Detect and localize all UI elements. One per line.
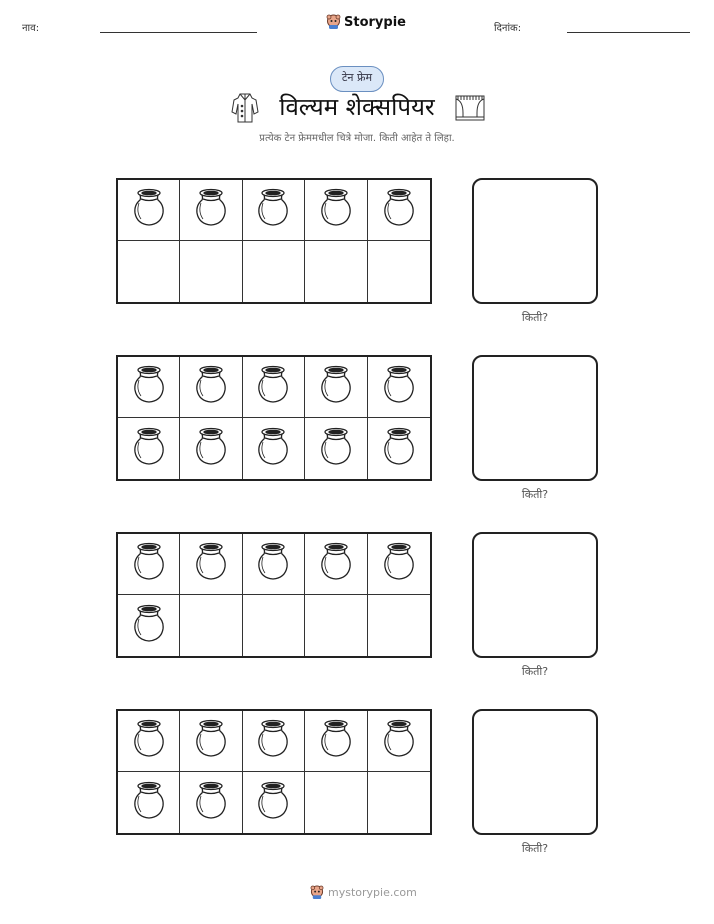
pot-icon — [319, 188, 353, 232]
frame-cell — [305, 772, 367, 833]
frame-cell — [180, 241, 242, 302]
pot-icon — [319, 719, 353, 763]
frame-cell — [243, 180, 305, 241]
brand-name: Storypie — [344, 14, 406, 30]
frame-cell — [305, 357, 367, 418]
frame-cell — [368, 180, 430, 241]
frame-cell — [180, 711, 242, 772]
pot-icon — [194, 427, 228, 471]
pot-icon — [132, 188, 166, 232]
answer-box[interactable] — [472, 178, 598, 304]
frame-cell — [243, 241, 305, 302]
frame-cell — [180, 418, 242, 479]
pot-icon — [382, 719, 416, 763]
frame-cell — [368, 241, 430, 302]
name-line[interactable] — [100, 32, 257, 33]
pot-icon — [132, 365, 166, 409]
frame-cell — [180, 772, 242, 833]
brand-logo — [326, 14, 406, 30]
frame-cell — [243, 711, 305, 772]
storypie-mascot-icon — [326, 14, 341, 30]
frame-cell — [305, 711, 367, 772]
pot-icon — [194, 365, 228, 409]
frame-cell — [243, 357, 305, 418]
frame-cell — [118, 595, 180, 656]
answer-box[interactable] — [472, 355, 598, 481]
pot-icon — [256, 781, 290, 825]
pot-icon — [132, 719, 166, 763]
frame-cell — [368, 711, 430, 772]
frame-cell — [368, 418, 430, 479]
frame-cell — [118, 772, 180, 833]
pot-icon — [319, 542, 353, 586]
page-title: विल्यम शेक्सपियर — [279, 93, 435, 121]
pot-icon — [382, 542, 416, 586]
frame-cell — [305, 418, 367, 479]
frame-cell — [180, 180, 242, 241]
footer-url[interactable]: mystorypie.com — [328, 886, 417, 899]
answer-box[interactable] — [472, 709, 598, 835]
frame-cell — [368, 595, 430, 656]
instructions: प्रत्येक टेन फ्रेममधील चित्रे मोजा. किती आहेत ते लिहा. — [259, 133, 455, 144]
frame-cell — [243, 418, 305, 479]
frame-cell — [368, 357, 430, 418]
pot-icon — [382, 188, 416, 232]
frame-cell — [118, 534, 180, 595]
date-label: दिनांक: — [494, 23, 522, 34]
ten-frame — [116, 709, 432, 835]
frame-cell — [118, 418, 180, 479]
frame-cell — [118, 241, 180, 302]
pot-icon — [319, 365, 353, 409]
frame-cell — [368, 534, 430, 595]
ten-frame — [116, 178, 432, 304]
ten-frame — [116, 355, 432, 481]
pot-icon — [132, 781, 166, 825]
frame-cell — [305, 241, 367, 302]
pot-icon — [382, 365, 416, 409]
footer — [310, 885, 417, 900]
pot-icon — [256, 719, 290, 763]
costume-icon — [230, 92, 260, 124]
frame-cell — [305, 595, 367, 656]
answer-label: किती? — [521, 311, 549, 324]
pot-icon — [132, 542, 166, 586]
pot-icon — [194, 719, 228, 763]
frame-cell — [180, 534, 242, 595]
storypie-mascot-icon — [310, 885, 324, 900]
date-line[interactable] — [567, 32, 690, 33]
pot-icon — [256, 188, 290, 232]
pot-icon — [319, 427, 353, 471]
pot-icon — [256, 542, 290, 586]
frame-cell — [305, 180, 367, 241]
theatre-stage-icon — [455, 95, 485, 121]
pot-icon — [256, 427, 290, 471]
frame-cell — [243, 772, 305, 833]
frame-cell — [180, 357, 242, 418]
frame-cell — [118, 711, 180, 772]
topic-badge: टेन फ्रेम — [330, 66, 384, 92]
pot-icon — [132, 604, 166, 648]
pot-icon — [194, 781, 228, 825]
answer-label: किती? — [521, 842, 549, 855]
pot-icon — [194, 188, 228, 232]
frame-cell — [118, 180, 180, 241]
pot-icon — [382, 427, 416, 471]
pot-icon — [256, 365, 290, 409]
answer-label: किती? — [521, 665, 549, 678]
frame-cell — [368, 772, 430, 833]
frame-cell — [180, 595, 242, 656]
ten-frame — [116, 532, 432, 658]
answer-box[interactable] — [472, 532, 598, 658]
frame-cell — [118, 357, 180, 418]
name-label: नाव: — [22, 23, 40, 34]
frame-cell — [243, 595, 305, 656]
answer-label: किती? — [521, 488, 549, 501]
pot-icon — [194, 542, 228, 586]
frame-cell — [305, 534, 367, 595]
pot-icon — [132, 427, 166, 471]
frame-cell — [243, 534, 305, 595]
